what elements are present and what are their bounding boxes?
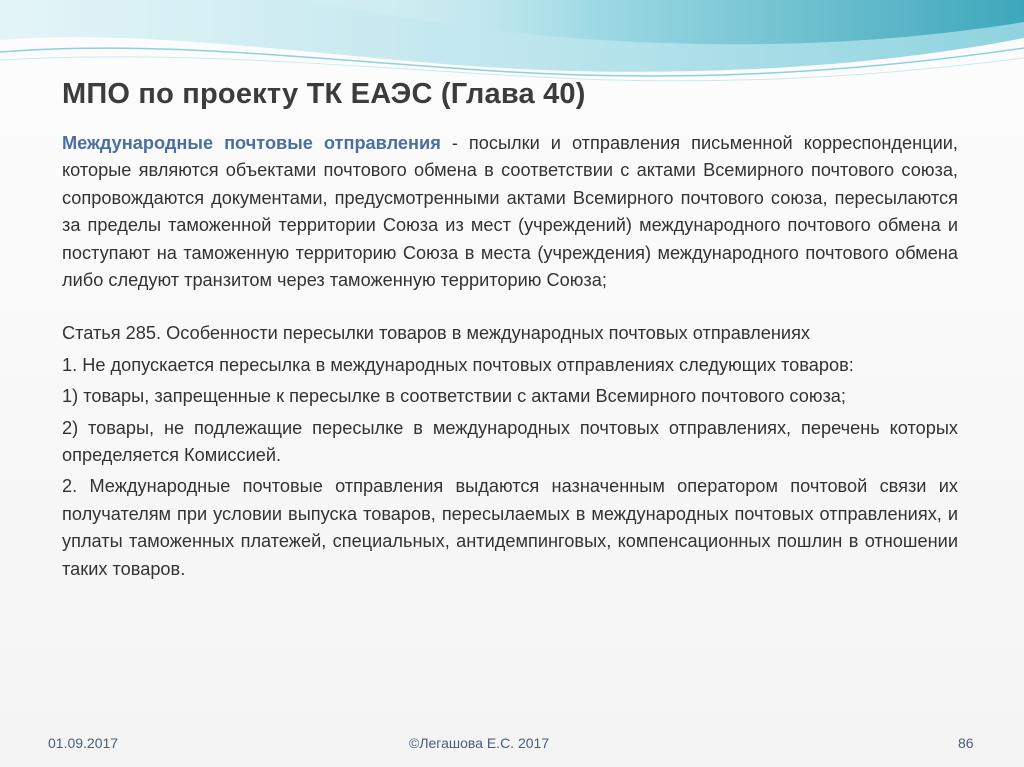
page-title: МПО по проекту ТК ЕАЭС (Глава 40) bbox=[62, 78, 586, 110]
slide-body bbox=[62, 130, 958, 587]
definition-text: - посылки и отправления письменной корреспонденции, которые являются объектами почтового обмена в соответствии с актами Всемирного почтового союза, сопровождаются документами, предусмотренными актами Всемирного почтового союза, пересылаются за пределы таможенной территории Союза из мест (учреждений) международного почтового обмена и поступают на таможенную территорию Союза в места (учреждения) международного почтового обмена либо следуют транзитом через таможенную территорию Союза; bbox=[62, 133, 958, 291]
paragraph-2: 2. Международные почтовые отправления выдаются назначенным оператором почтовой связи их получателям при условии выпуска товаров, пересылаемых в международных почтовых отправлениях, и уплаты таможенных платежей, специальных, антидемпинговых, компенсационных пошлин в отношении таких товаров. bbox=[62, 476, 958, 579]
paragraph-1-2: 2) товары, не подлежащие пересылке в международных почтовых отправлениях, перечень которых определяется Комиссией. bbox=[62, 417, 958, 466]
footer-date: 01.09.2017 bbox=[48, 735, 119, 751]
definition-paragraph bbox=[62, 130, 958, 294]
footer-page-number: 86 bbox=[958, 735, 974, 751]
footer-author: ©Легашова Е.С. 2017 bbox=[409, 735, 550, 751]
article-heading: Статья 285. Особенности пересылки товаров в международных почтовых отправлениях bbox=[62, 323, 811, 344]
definition-term: Международные почтовые отправления bbox=[62, 133, 441, 153]
paragraph-1: 1. Не допускается пересылка в международных почтовых отправлениях следующих товаров: bbox=[62, 354, 854, 375]
decorative-wave-header bbox=[0, 0, 1024, 90]
paragraph-1-1: 1) товары, запрещенные к пересылке в соответствии с актами Всемирного почтового союза; bbox=[62, 386, 846, 407]
